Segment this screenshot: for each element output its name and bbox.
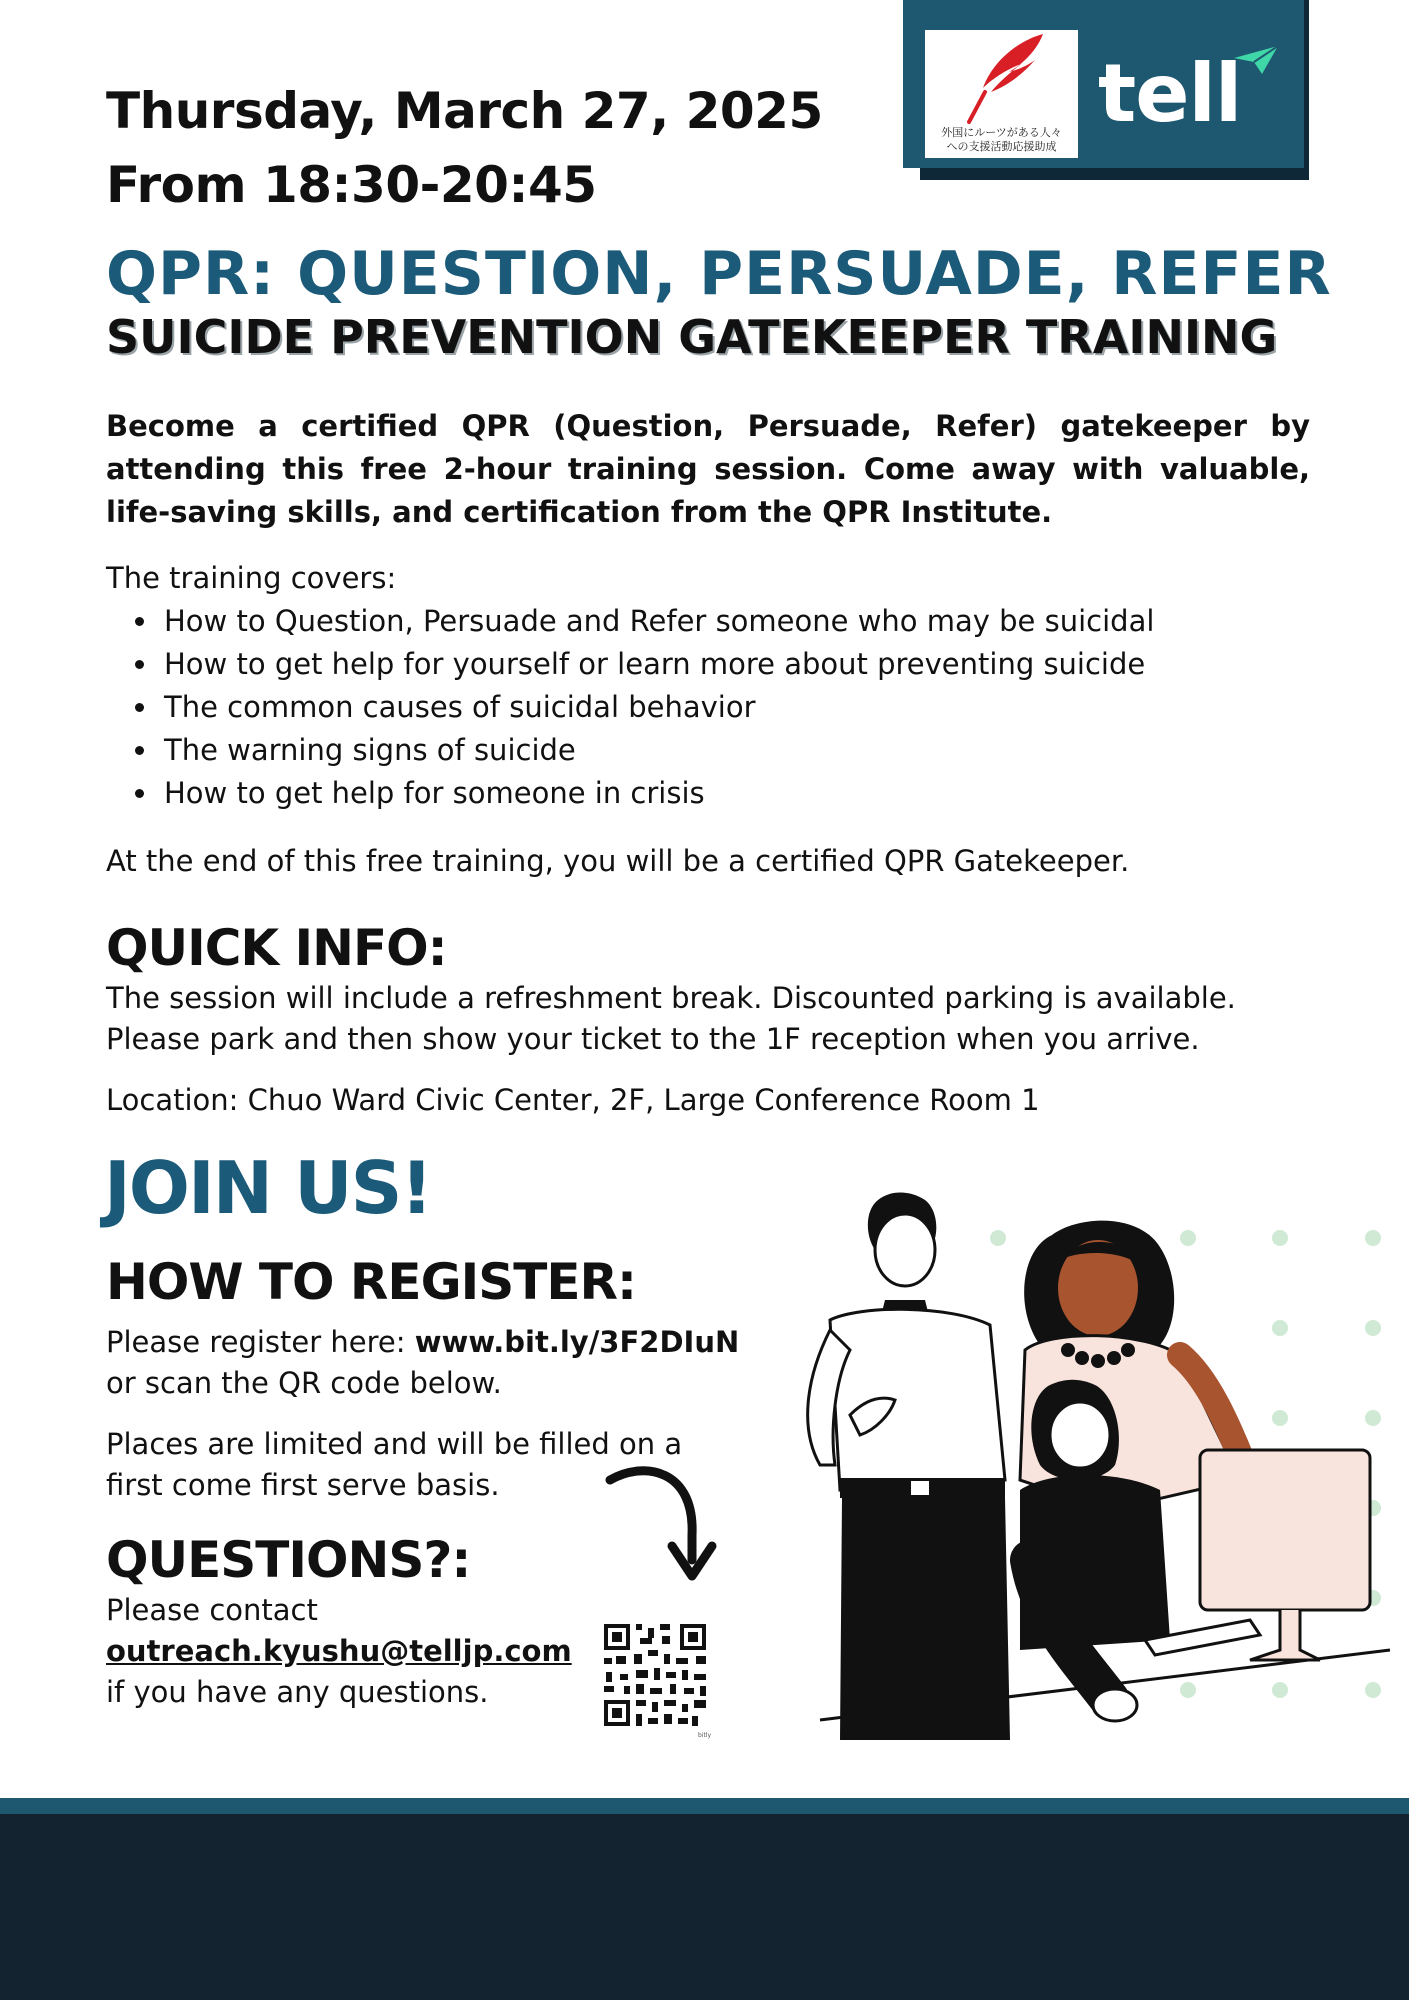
register-prefix: Please register here: [106, 1325, 415, 1359]
list-item: • How to get help for yourself or learn more about preventing suicide [160, 643, 1154, 686]
footer-band [0, 1814, 1409, 2000]
grant-caption-line2: への支援活動応援助成 [946, 140, 1057, 153]
brand-name: tell [1098, 47, 1242, 140]
intro-paragraph: Become a certified QPR (Question, Persuade, Refer) gatekeeper by attending this free 2-hour training session. Come away with valuable, life-saving skills, and certification from the QPR Institute. [106, 409, 1310, 529]
quick-info-line: Please park and then show your ticket to the 1F reception when you arrive. [106, 1022, 1200, 1056]
page-subtitle: SUICIDE PREVENTION GATEKEEPER TRAINING [106, 310, 1278, 364]
curved-arrow-icon [600, 1460, 720, 1590]
covers-list [130, 600, 1154, 815]
limit-line: first come first serve basis. [106, 1468, 500, 1502]
paper-plane-icon [1232, 44, 1280, 76]
event-date: Thursday, March 27, 2025 [106, 82, 823, 140]
qr-code[interactable] [600, 1620, 720, 1740]
people-illustration [780, 1180, 1400, 1740]
end-note: At the end of this free training, you will be a certified QPR Gatekeeper. [106, 844, 1130, 878]
page-title: QPR: QUESTION, PERSUADE, REFER [106, 239, 1332, 309]
register-text [106, 1322, 739, 1404]
join-heading: JOIN US! [104, 1146, 432, 1230]
quick-info-heading: QUICK INFO: [106, 919, 447, 977]
grant-caption [928, 126, 1075, 154]
questions-text [106, 1590, 572, 1713]
list-item: • How to Question, Persuade and Refer someone who may be suicidal [160, 600, 1154, 643]
register-heading: HOW TO REGISTER: [106, 1253, 636, 1311]
register-link[interactable]: www.bit.ly/3F2DIuN [414, 1325, 740, 1359]
event-time: From 18:30-20:45 [106, 156, 597, 214]
grant-caption-line1: 外国にルーツがある人々 [941, 126, 1062, 139]
quick-info-text [106, 978, 1326, 1060]
footer-stripe [0, 1798, 1409, 1814]
feather-icon [925, 30, 1078, 130]
contact-email-link[interactable]: outreach.kyushu@telljp.com [106, 1634, 572, 1668]
event-datetime [106, 74, 823, 222]
svg-text:bitly: bitly [698, 1732, 712, 1739]
questions-heading: QUESTIONS?: [106, 1531, 471, 1589]
limit-text [106, 1424, 682, 1506]
list-item: • The common causes of suicidal behavior [160, 686, 1154, 729]
quick-info-line: The session will include a refreshment break. Discounted parking is available. [106, 981, 1236, 1015]
location-text: Location: Chuo Ward Civic Center, 2F, Large Conference Room 1 [106, 1083, 1040, 1117]
list-item: • How to get help for someone in crisis [160, 772, 1154, 815]
questions-line: if you have any questions. [106, 1675, 489, 1709]
limit-line: Places are limited and will be filled on a [106, 1427, 683, 1461]
questions-line: Please contact [106, 1593, 318, 1627]
covers-heading: The training covers: [106, 561, 397, 595]
register-line2: or scan the QR code below. [106, 1366, 502, 1400]
list-item: • The warning signs of suicide [160, 729, 1154, 772]
